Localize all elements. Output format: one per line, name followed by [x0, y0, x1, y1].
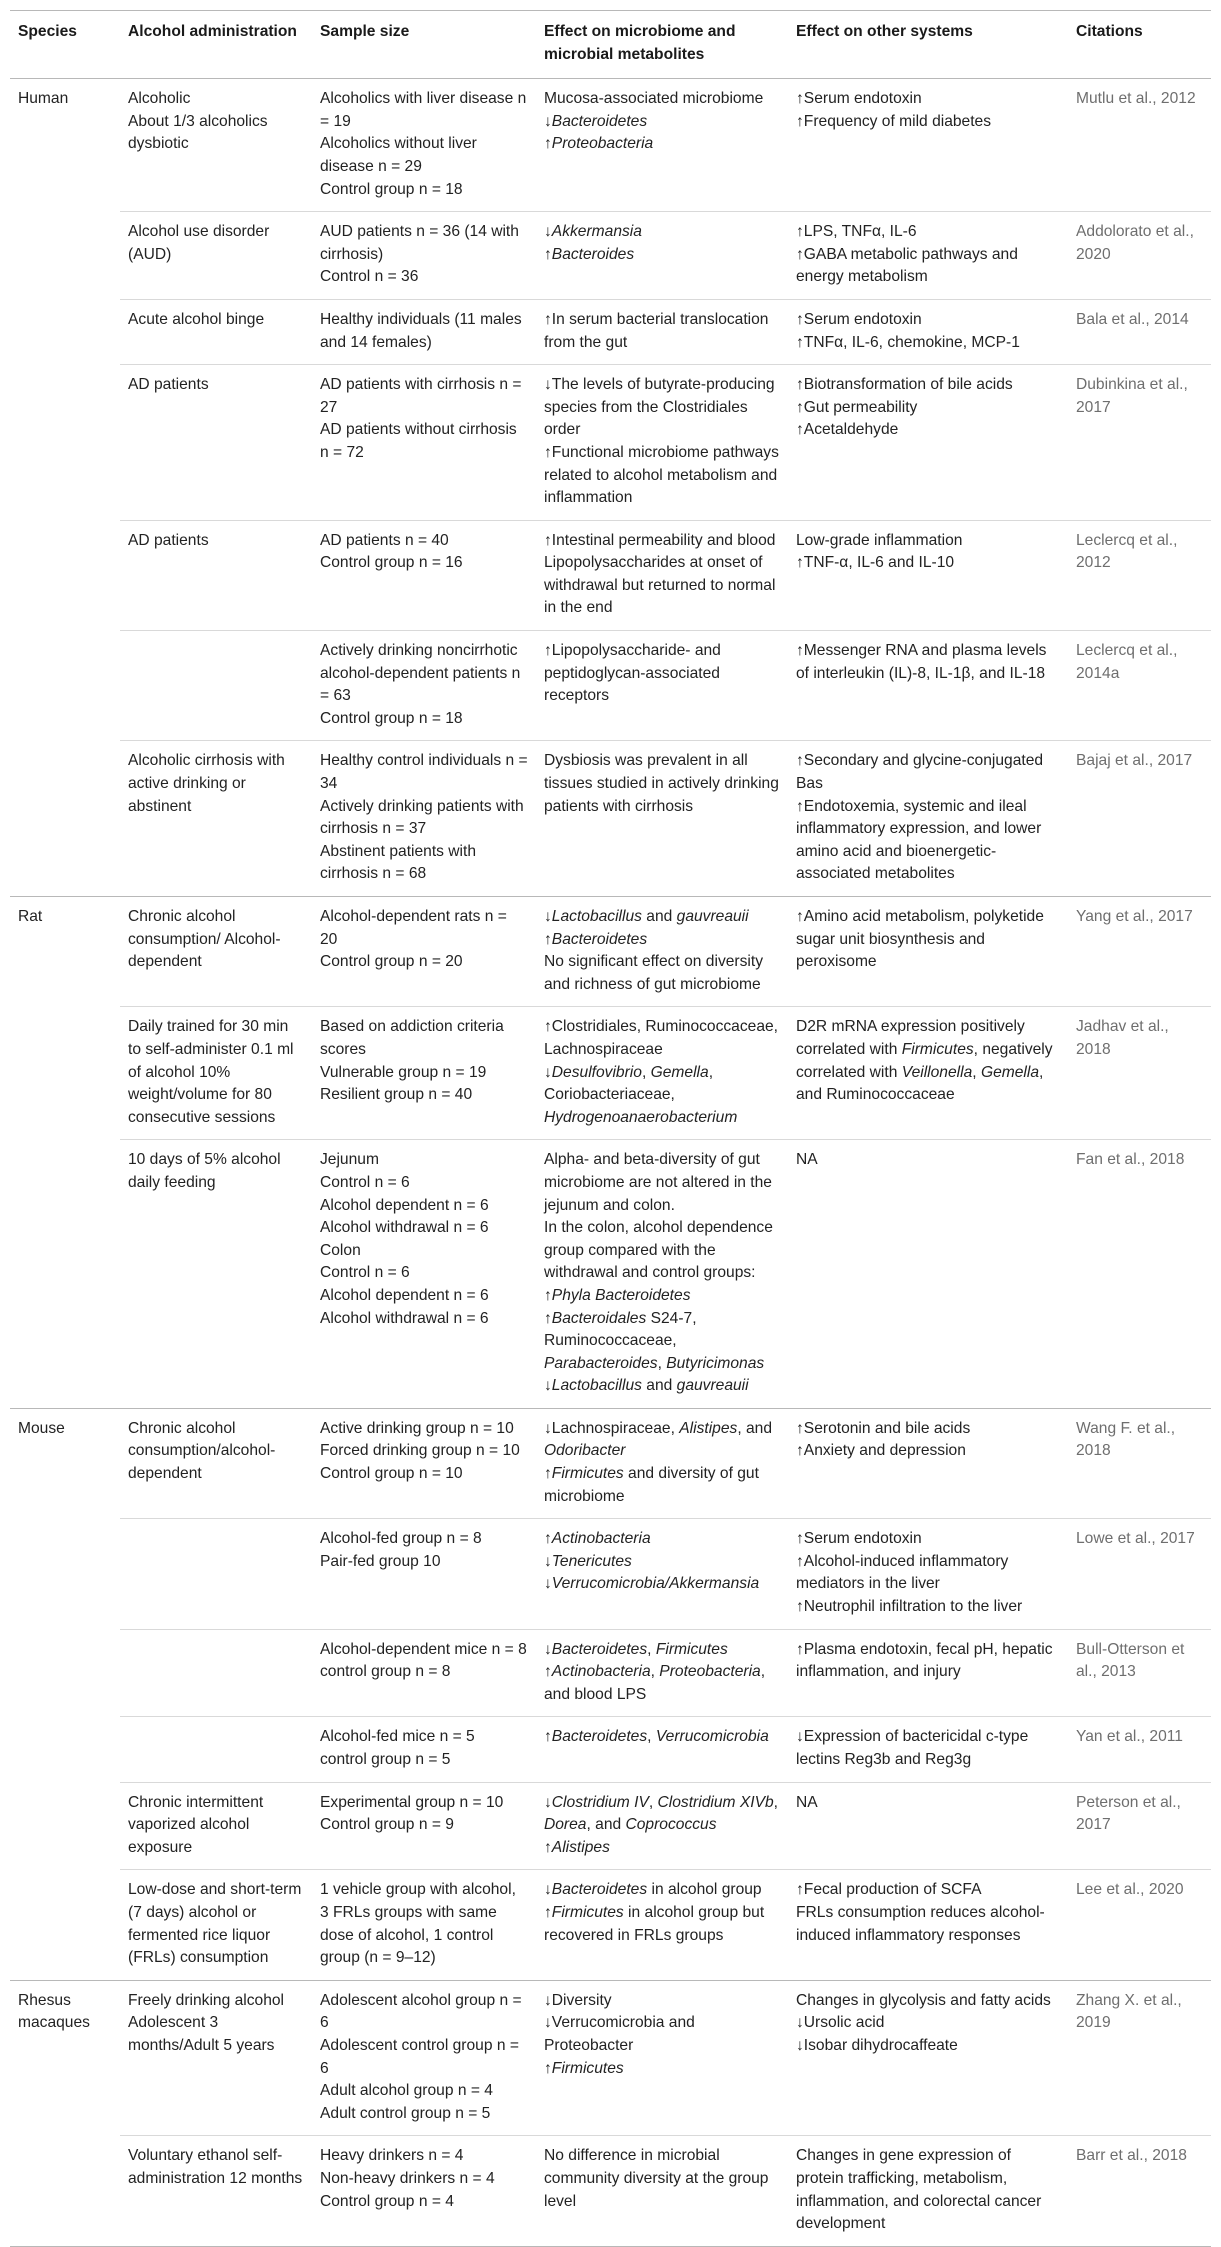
other-systems-effect-cell-line: ↑Neutrophil infiltration to the liver	[796, 1598, 1023, 1616]
sample-size-cell-line: Alcohol-dependent rats n = 20	[320, 908, 507, 948]
citation-cell	[1068, 1007, 1211, 1140]
sample-size-cell-line: Experimental group n = 10	[320, 1793, 504, 1811]
sample-size-cell	[312, 1140, 536, 1409]
sample-size-cell-line: Control group n = 20	[320, 953, 463, 971]
microbiome-effect-cell-line: ↓Lactobacillus and gauvreauii	[544, 908, 749, 925]
other-systems-effect-cell	[788, 1717, 1068, 1782]
citation-cell-line: Lee et al., 2020	[1076, 1881, 1184, 1899]
alcohol-administration-cell	[120, 1007, 312, 1140]
other-systems-effect-cell	[788, 741, 1068, 897]
species-cell	[10, 79, 120, 212]
microbiome-effect-cell-line: ↑Intestinal permeability and blood Lipopolysaccharides at onset of withdrawal but returned to normal in the end	[544, 531, 776, 617]
microbiome-effect-cell-line: ↓Verrucomicrobia and Proteobacter	[544, 2014, 695, 2054]
sample-size-cell-line: Colon	[320, 1241, 361, 1259]
other-systems-effect-cell-line: ↑Amino acid metabolism, polyketide sugar unit biosynthesis and peroxisome	[796, 908, 1044, 971]
sample-size-cell-line: Control n = 6	[320, 1173, 410, 1191]
microbiome-effect-cell-line: ↑Actinobacteria, Proteobacteria, and blood LPS	[544, 1663, 766, 1703]
microbiome-effect-cell-line: ↑Bacteroidetes, Verrucomicrobia	[544, 1728, 769, 1746]
other-systems-effect-cell-line: ↑Gut permeability	[796, 398, 918, 416]
species-cell-line: Rat	[18, 908, 43, 925]
sample-size-cell	[312, 897, 536, 1007]
microbiome-effect-cell-line: ↑Functional microbiome pathways related to alcohol metabolism and inflammation	[544, 443, 779, 507]
alcohol-administration-cell-line: Low-dose and short-term (7 days) alcohol or fermented rice liquor (FRLs) consumption	[128, 1881, 302, 1967]
other-systems-effect-cell-line: ↑Serum endotoxin	[796, 90, 922, 108]
other-systems-effect-cell	[788, 1007, 1068, 1140]
microbiome-effect-cell-line: Mucosa-associated microbiome	[544, 90, 764, 108]
sample-size-cell-line: AD patients n = 40	[320, 531, 449, 549]
species-cell	[10, 2136, 120, 2246]
table-row	[10, 1870, 1211, 1980]
microbiome-effect-cell	[536, 1007, 788, 1140]
sample-size-cell-line: Healthy control individuals n = 34	[320, 752, 528, 793]
sample-size-cell-line: Alcohol-fed group n = 8	[320, 1530, 482, 1548]
sample-size-cell-line: Abstinent patients with cirrhosis n = 68	[320, 842, 477, 883]
alcohol-administration-cell-line: 10 days of 5% alcohol daily feeding	[128, 1151, 281, 1191]
header-effect-other-systems: Effect on other systems	[788, 11, 1068, 79]
citation-cell-line: Zhang X. et al., 2019	[1076, 1991, 1182, 2032]
microbiome-effect-cell-line: ↓Lactobacillus and gauvreauii	[544, 1377, 749, 1395]
sample-size-cell	[312, 1408, 536, 1518]
other-systems-effect-cell-line: Changes in gene expression of protein trafficking, metabolism, inflammation, and colorectal cancer development	[796, 2147, 1042, 2233]
other-systems-effect-cell-line: Changes in glycolysis and fatty acids	[796, 1991, 1051, 2009]
sample-size-cell-line: Resilient group n = 40	[320, 1086, 473, 1104]
header-species: Species	[10, 11, 120, 79]
sample-size-cell-line: Heavy drinkers n = 4	[320, 2147, 464, 2165]
sample-size-cell-line: Alcohol-fed mice n = 5	[320, 1728, 475, 1746]
microbiome-effect-cell-line: No difference in microbial community diversity at the group level	[544, 2147, 769, 2210]
alcohol-administration-cell	[120, 365, 312, 521]
citation-cell-line: Barr et al., 2018	[1076, 2147, 1187, 2165]
alcohol-administration-cell	[120, 1140, 312, 1409]
sample-size-cell-line: Alcoholics without liver disease n = 29	[320, 135, 477, 175]
citation-cell-line: Jadhav et al., 2018	[1076, 1018, 1169, 1058]
microbiome-effect-cell-line: ↑In serum bacterial translocation from the gut	[544, 310, 769, 351]
other-systems-effect-cell-line: ↑Serum endotoxin	[796, 1530, 922, 1548]
sample-size-cell	[312, 1782, 536, 1870]
table-row	[10, 1629, 1211, 1717]
alcohol-administration-cell	[120, 1980, 312, 2136]
sample-size-cell	[312, 2136, 536, 2246]
sample-size-cell	[312, 1007, 536, 1140]
other-systems-effect-cell-line: ↑Fecal production of SCFA	[796, 1881, 982, 1899]
microbiome-effect-cell-line: ↓Lachnospiraceae, Alistipes, and Odoribacter	[544, 1419, 773, 1460]
other-systems-effect-cell	[788, 897, 1068, 1007]
citation-cell	[1068, 520, 1211, 630]
microbiome-effect-cell	[536, 1870, 788, 1980]
other-systems-effect-cell	[788, 1782, 1068, 1870]
species-cell	[10, 299, 120, 364]
citation-cell	[1068, 741, 1211, 897]
species-cell	[10, 1140, 120, 1409]
citation-cell	[1068, 212, 1211, 300]
sample-size-cell-line: Control n = 6	[320, 1264, 410, 1282]
table-row	[10, 631, 1211, 741]
sample-size-cell-line: Control n = 36	[320, 268, 419, 286]
sample-size-cell-line: control group n = 5	[320, 1751, 451, 1768]
microbiome-effect-cell-line: ↓Diversity	[544, 1991, 612, 2009]
other-systems-effect-cell-line: ↑Biotransformation of bile acids	[796, 376, 1013, 394]
microbiome-effect-cell	[536, 1717, 788, 1782]
microbiome-effect-cell-line: ↓Tenericutes	[544, 1552, 632, 1570]
sample-size-cell-line: Alcohol withdrawal n = 6	[320, 1309, 489, 1327]
citation-cell	[1068, 2136, 1211, 2246]
other-systems-effect-cell-line: ↓Isobar dihydrocaffeate	[796, 2036, 958, 2054]
sample-size-cell-line: Jejunum	[320, 1151, 379, 1169]
microbiome-effect-cell	[536, 1519, 788, 1629]
microbiome-effect-cell	[536, 1408, 788, 1518]
alcohol-administration-cell-line: Daily trained for 30 min to self-administer 0.1 ml of alcohol 10% weight/volume for 80 consecutive sessions	[128, 1018, 294, 1126]
citation-cell-line: Peterson et al., 2017	[1076, 1793, 1181, 1834]
other-systems-effect-cell	[788, 520, 1068, 630]
other-systems-effect-cell-line: ↑Messenger RNA and plasma levels of interleukin (IL)-8, IL-1β, and IL-18	[796, 642, 1047, 682]
species-cell	[10, 212, 120, 300]
other-systems-effect-cell-line: FRLs consumption reduces alcohol-induced inflammatory responses	[796, 1903, 1045, 1944]
alcohol-administration-cell	[120, 1782, 312, 1870]
sample-size-cell-line: Alcohol dependent n = 6	[320, 1286, 489, 1304]
microbiome-effect-cell-line: Dysbiosis was prevalent in all tissues studied in actively drinking patients with cirrhosis	[544, 752, 779, 815]
table-row	[10, 365, 1211, 521]
other-systems-effect-cell	[788, 1140, 1068, 1409]
species-cell-line: Rhesus macaques	[18, 1991, 90, 2032]
table-row	[10, 1140, 1211, 1409]
citation-cell	[1068, 1140, 1211, 1409]
other-systems-effect-cell-line: NA	[796, 1151, 818, 1169]
header-sample-size: Sample size	[312, 11, 536, 79]
other-systems-effect-cell-line: ↑TNFα, IL-6, chemokine, MCP-1	[796, 333, 1020, 351]
other-systems-effect-cell	[788, 1408, 1068, 1518]
sample-size-cell-line: Pair-fed group 10	[320, 1552, 441, 1570]
citation-cell	[1068, 1717, 1211, 1782]
sample-size-cell-line: Adolescent alcohol group n = 6	[320, 1991, 522, 2032]
sample-size-cell-line: Healthy individuals (11 males and 14 females)	[320, 310, 522, 351]
sample-size-cell-line: Alcohol-dependent mice n = 8	[320, 1640, 527, 1658]
sample-size-cell-line: Active drinking group n = 10	[320, 1419, 514, 1437]
sample-size-cell	[312, 79, 536, 212]
table-row	[10, 1980, 1211, 2136]
other-systems-effect-cell	[788, 2136, 1068, 2246]
table-row	[10, 1782, 1211, 1870]
microbiome-effect-cell-line: ↑Alistipes	[544, 1838, 610, 1856]
sample-size-cell	[312, 212, 536, 300]
alcohol-administration-cell	[120, 2136, 312, 2246]
header-alcohol-administration: Alcohol administration	[120, 11, 312, 79]
other-systems-effect-cell-line: NA	[796, 1793, 818, 1811]
citation-cell-line: Bajaj et al., 2017	[1076, 752, 1193, 770]
other-systems-effect-cell-line: D2R mRNA expression positively correlated with Firmicutes, negatively correlated with Veillonella, Gemella, and Ruminococcaceae	[796, 1018, 1053, 1104]
other-systems-effect-cell-line: Low-grade inflammation	[796, 531, 963, 549]
alcohol-administration-cell-line: Acute alcohol binge	[128, 310, 265, 328]
other-systems-effect-cell	[788, 299, 1068, 364]
alcohol-administration-cell	[120, 631, 312, 741]
alcohol-administration-cell-line: Alcohol use disorder (AUD)	[128, 223, 270, 263]
other-systems-effect-cell-line: ↑Endotoxemia, systemic and ileal inflammatory expression, and lower amino acid and bioenergetic-associated metabolites	[796, 797, 1042, 883]
sample-size-cell	[312, 741, 536, 897]
species-cell-line: Human	[18, 90, 69, 108]
other-systems-effect-cell-line: ↑LPS, TNFα, IL-6	[796, 223, 917, 241]
sample-size-cell	[312, 1870, 536, 1980]
sample-size-cell-line: Control group n = 18	[320, 180, 463, 198]
alcohol-administration-cell	[120, 299, 312, 364]
sample-size-cell-line: Control group n = 10	[320, 1465, 463, 1483]
table-row	[10, 212, 1211, 300]
sample-size-cell	[312, 1717, 536, 1782]
other-systems-effect-cell	[788, 212, 1068, 300]
alcohol-administration-cell	[120, 79, 312, 212]
alcohol-administration-cell	[120, 1870, 312, 1980]
citation-cell-line: Bull-Otterson et al., 2013	[1076, 1640, 1185, 1681]
header-citations: Citations	[1068, 11, 1211, 79]
other-systems-effect-cell-line: ↑Frequency of mild diabetes	[796, 112, 992, 130]
microbiome-effect-cell-line: ↑Proteobacteria	[544, 135, 654, 153]
sample-size-cell-line: 1 vehicle group with alcohol, 3 FRLs groups with same dose of alcohol, 1 control group (n = 9–12)	[320, 1881, 516, 1967]
sample-size-cell-line: AD patients with cirrhosis n = 27	[320, 376, 522, 416]
sample-size-cell-line: Adolescent control group n = 6	[320, 2036, 519, 2077]
sample-size-cell-line: Control group n = 9	[320, 1816, 454, 1834]
microbiome-effect-cell	[536, 1782, 788, 1870]
table-row	[10, 1519, 1211, 1629]
citation-cell-line: Yan et al., 2011	[1076, 1728, 1183, 1746]
citation-cell-line: Dubinkina et al., 2017	[1076, 376, 1188, 416]
citation-cell-line: Mutlu et al., 2012	[1076, 90, 1196, 108]
table-row	[10, 299, 1211, 364]
alcohol-administration-cell	[120, 212, 312, 300]
sample-size-cell	[312, 1519, 536, 1629]
sample-size-cell	[312, 365, 536, 521]
sample-size-cell	[312, 299, 536, 364]
microbiome-effect-cell-line: ↑Bacteroides	[544, 245, 635, 263]
microbiome-effect-cell	[536, 79, 788, 212]
microbiome-effect-cell-line: ↑Bacteroidetes	[544, 930, 648, 948]
sample-size-cell-line: Non-heavy drinkers n = 4	[320, 2169, 495, 2187]
sample-size-cell-line: Alcohol withdrawal n = 6	[320, 1219, 489, 1237]
microbiome-effect-cell	[536, 212, 788, 300]
species-cell	[10, 1629, 120, 1717]
citation-cell-line: Lowe et al., 2017	[1076, 1530, 1195, 1548]
sample-size-cell-line: Actively drinking patients with cirrhosis n = 37	[320, 797, 524, 838]
sample-size-cell-line: Forced drinking group n = 10	[320, 1442, 520, 1460]
other-systems-effect-cell-line: ↑Anxiety and depression	[796, 1442, 966, 1460]
microbiome-effect-cell-line: ↑Bacteroidales S24-7, Ruminococcaceae, Parabacteroides, Butyricimonas	[544, 1309, 765, 1372]
species-cell	[10, 1870, 120, 1980]
alcohol-administration-cell-line: Voluntary ethanol self-administration 12 months	[128, 2147, 303, 2187]
sample-size-cell	[312, 1980, 536, 2136]
microbiome-effect-cell-line: ↑Phyla Bacteroidetes	[544, 1286, 691, 1304]
microbiome-effect-cell-line: ↑Firmicutes and diversity of gut microbiome	[544, 1465, 759, 1505]
microbiome-effect-cell	[536, 1629, 788, 1717]
citation-cell-line: Wang F. et al., 2018	[1076, 1419, 1176, 1460]
alcohol-administration-cell	[120, 741, 312, 897]
citation-cell	[1068, 1408, 1211, 1518]
microbiome-effect-cell	[536, 2136, 788, 2246]
alcohol-administration-cell	[120, 1408, 312, 1518]
species-cell	[10, 741, 120, 897]
microbiome-effect-cell-line: ↓Bacteroidetes, Firmicutes	[544, 1640, 728, 1658]
alcohol-administration-cell	[120, 1519, 312, 1629]
sample-size-cell-line: Alcohol dependent n = 6	[320, 1196, 489, 1214]
species-cell	[10, 1519, 120, 1629]
other-systems-effect-cell-line: ↑Secondary and glycine-conjugated Bas	[796, 752, 1044, 793]
microbiome-effect-cell-line: ↓Bacteroidetes	[544, 112, 648, 130]
microbiome-effect-cell-line: ↑Clostridiales, Ruminococcaceae, Lachnospiraceae	[544, 1018, 779, 1058]
citation-cell	[1068, 1519, 1211, 1629]
sample-size-cell-line: AD patients without cirrhosis n = 72	[320, 421, 517, 461]
sample-size-cell-line: Based on addiction criteria scores	[320, 1018, 504, 1058]
alcohol-administration-cell	[120, 520, 312, 630]
other-systems-effect-cell-line: ↑Alcohol-induced inflammatory mediators in the liver	[796, 1552, 1009, 1593]
microbiome-effect-cell	[536, 897, 788, 1007]
microbiome-effect-cell-line: ↓Bacteroidetes in alcohol group	[544, 1881, 762, 1899]
microbiome-effect-cell-line: ↓Verrucomicrobia/Akkermansia	[544, 1575, 760, 1593]
microbiome-effect-cell-line: ↓Akkermansia	[544, 223, 642, 241]
microbiome-effect-cell-line: No significant effect on diversity and richness of gut microbiome	[544, 953, 763, 993]
other-systems-effect-cell	[788, 365, 1068, 521]
sample-size-cell-line: Adult alcohol group n = 4	[320, 2082, 493, 2100]
sample-size-cell-line: Alcoholics with liver disease n = 19	[320, 90, 527, 130]
sample-size-cell	[312, 520, 536, 630]
citation-cell	[1068, 1629, 1211, 1717]
alcohol-administration-cell	[120, 1629, 312, 1717]
microbiome-effect-cell	[536, 299, 788, 364]
species-cell	[10, 1007, 120, 1140]
sample-size-cell	[312, 1629, 536, 1717]
sample-size-cell-line: AUD patients n = 36 (14 with cirrhosis)	[320, 223, 519, 263]
citation-cell	[1068, 1782, 1211, 1870]
other-systems-effect-cell-line: ↑Serotonin and bile acids	[796, 1419, 971, 1437]
alcohol-administration-cell-line: About 1/3 alcoholics dysbiotic	[128, 112, 268, 153]
citation-cell-line: Bala et al., 2014	[1076, 310, 1189, 328]
species-cell	[10, 1782, 120, 1870]
sample-size-cell-line: Control group n = 18	[320, 709, 463, 727]
other-systems-effect-cell-line: ↓Ursolic acid	[796, 2014, 885, 2032]
citation-cell-line: Yang et al., 2017	[1076, 908, 1193, 925]
alcohol-administration-cell	[120, 1717, 312, 1782]
alcohol-administration-cell-line: Alcoholic cirrhosis with active drinking or abstinent	[128, 752, 285, 815]
other-systems-effect-cell	[788, 1519, 1068, 1629]
species-cell	[10, 1717, 120, 1782]
citation-cell-line: Addolorato et al., 2020	[1076, 223, 1194, 263]
table-row	[10, 741, 1211, 897]
alcohol-microbiome-table	[10, 10, 1211, 2247]
alcohol-administration-cell-line: Chronic alcohol consumption/alcohol-dependent	[128, 1419, 276, 1483]
other-systems-effect-cell	[788, 1870, 1068, 1980]
microbiome-effect-cell-line: ↓Desulfovibrio, Gemella, Coriobacteriaceae, Hydrogenoanaerobacterium	[544, 1063, 738, 1126]
sample-size-cell-line: Adult control group n = 5	[320, 2104, 491, 2122]
other-systems-effect-cell-line: ↑Serum endotoxin	[796, 310, 922, 328]
table-body	[10, 79, 1211, 2247]
sample-size-cell	[312, 631, 536, 741]
microbiome-effect-cell	[536, 1980, 788, 2136]
microbiome-effect-cell-line: ↑Firmicutes	[544, 2059, 624, 2077]
citation-cell-line: Fan et al., 2018	[1076, 1151, 1185, 1169]
microbiome-effect-cell	[536, 520, 788, 630]
microbiome-effect-cell-line: ↑Actinobacteria	[544, 1530, 651, 1548]
other-systems-effect-cell	[788, 631, 1068, 741]
other-systems-effect-cell	[788, 1980, 1068, 2136]
alcohol-administration-cell	[120, 897, 312, 1007]
table-row	[10, 1408, 1211, 1518]
citation-cell	[1068, 79, 1211, 212]
alcohol-administration-cell-line: Freely drinking alcohol	[128, 1991, 285, 2009]
citation-cell	[1068, 897, 1211, 1007]
table-row	[10, 2136, 1211, 2246]
microbiome-effect-cell-line: Alpha- and beta-diversity of gut microbiome are not altered in the jejunum and colon.	[544, 1151, 772, 1214]
alcohol-administration-cell-line: Alcoholic	[128, 90, 191, 108]
other-systems-effect-cell	[788, 1629, 1068, 1717]
species-cell	[10, 631, 120, 741]
microbiome-effect-cell-line: ↑Firmicutes in alcohol group but recovered in FRLs groups	[544, 1903, 765, 1944]
header-effect-microbiome: Effect on microbiome and microbial metabolites	[536, 11, 788, 79]
alcohol-administration-cell-line: Adolescent 3 months/Adult 5 years	[128, 2014, 275, 2054]
other-systems-effect-cell-line: ↑GABA metabolic pathways and energy metabolism	[796, 245, 1018, 286]
microbiome-effect-cell-line: In the colon, alcohol dependence group compared with the withdrawal and control groups:	[544, 1219, 773, 1282]
alcohol-administration-cell-line: Chronic alcohol consumption/ Alcohol-dependent	[128, 908, 281, 971]
alcohol-administration-cell-line: Chronic intermittent vaporized alcohol exposure	[128, 1793, 264, 1856]
species-cell	[10, 897, 120, 1007]
citation-cell	[1068, 1980, 1211, 2136]
microbiome-effect-cell-line: ↓The levels of butyrate-producing species from the Clostridiales order	[544, 376, 775, 439]
other-systems-effect-cell-line: ↑Plasma endotoxin, fecal pH, hepatic inflammation, and injury	[796, 1640, 1053, 1681]
microbiome-effect-cell-line: ↑Lipopolysaccharide- and peptidoglycan-associated receptors	[544, 642, 721, 705]
microbiome-effect-cell-line: ↓Clostridium IV, Clostridium XIVb, Dorea, and Coprococcus	[544, 1793, 778, 1834]
citation-cell	[1068, 299, 1211, 364]
table-row	[10, 1717, 1211, 1782]
alcohol-administration-cell-line: AD patients	[128, 531, 209, 549]
table-row	[10, 897, 1211, 1007]
sample-size-cell-line: Control group n = 16	[320, 554, 463, 572]
other-systems-effect-cell-line: ↓Expression of bactericidal c-type lectins Reg3b and Reg3g	[796, 1728, 1029, 1768]
citation-cell-line: Leclercq et al., 2014a	[1076, 642, 1178, 682]
microbiome-effect-cell	[536, 365, 788, 521]
species-cell	[10, 520, 120, 630]
table-row	[10, 520, 1211, 630]
table-row	[10, 1007, 1211, 1140]
microbiome-effect-cell	[536, 1140, 788, 1409]
microbiome-effect-cell	[536, 741, 788, 897]
species-cell-line: Mouse	[18, 1419, 65, 1437]
species-cell	[10, 365, 120, 521]
other-systems-effect-cell-line: ↑TNF-α, IL-6 and IL-10	[796, 554, 955, 572]
table-row	[10, 79, 1211, 212]
other-systems-effect-cell-line: ↑Acetaldehyde	[796, 421, 899, 439]
species-cell	[10, 1980, 120, 2136]
sample-size-cell-line: Vulnerable group n = 19	[320, 1063, 487, 1081]
citation-cell-line: Leclercq et al., 2012	[1076, 531, 1178, 572]
citation-cell	[1068, 365, 1211, 521]
species-cell	[10, 1408, 120, 1518]
citation-cell	[1068, 631, 1211, 741]
sample-size-cell-line: Actively drinking noncirrhotic alcohol-dependent patients n = 63	[320, 642, 521, 705]
sample-size-cell-line: control group n = 8	[320, 1663, 451, 1681]
sample-size-cell-line: Control group n = 4	[320, 2192, 454, 2210]
table-header-row	[10, 11, 1211, 79]
other-systems-effect-cell	[788, 79, 1068, 212]
citation-cell	[1068, 1870, 1211, 1980]
microbiome-effect-cell	[536, 631, 788, 741]
alcohol-administration-cell-line: AD patients	[128, 376, 209, 394]
